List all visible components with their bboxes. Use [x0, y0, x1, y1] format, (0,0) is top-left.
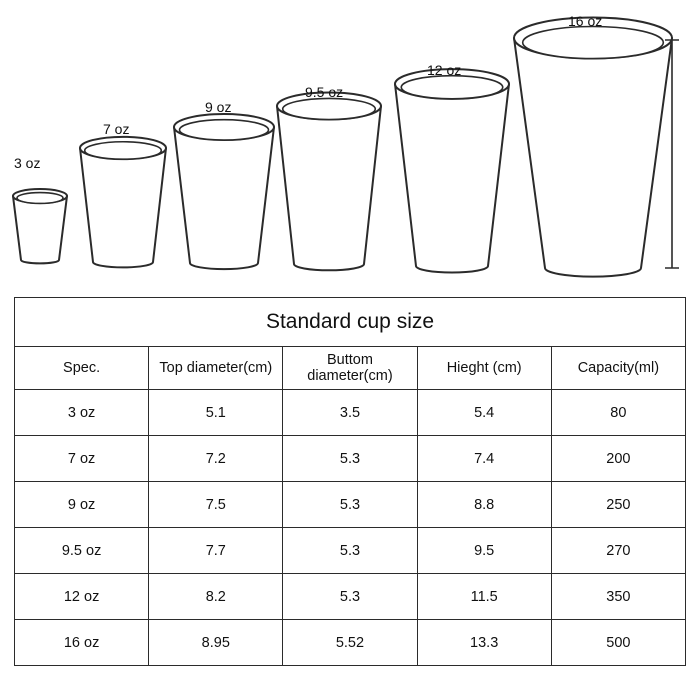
- cup-9oz: [174, 114, 274, 269]
- row-spec-label: 12 oz: [15, 574, 149, 620]
- cup-rim-inner: [85, 142, 162, 159]
- table-cell: 11.5: [417, 574, 551, 620]
- table-cell: 500: [551, 620, 685, 666]
- cup-size-diagram: [0, 0, 700, 290]
- row-spec-label: 7 oz: [15, 436, 149, 482]
- table-cell: 5.3: [283, 528, 417, 574]
- table-cell: 200: [551, 436, 685, 482]
- column-header: Buttom diameter(cm): [283, 347, 417, 390]
- column-header: Spec.: [15, 347, 149, 390]
- cup-rim-inner: [180, 120, 269, 140]
- cup-size-label: 16 oz: [568, 13, 603, 29]
- table-cell: 7.5: [149, 482, 283, 528]
- row-spec-label: 16 oz: [15, 620, 149, 666]
- row-spec-label: 9 oz: [15, 482, 149, 528]
- standard-cup-size-table: [14, 297, 686, 666]
- cup-illustrations: [0, 0, 700, 290]
- cup-9.5oz: [277, 92, 381, 270]
- table-cell: 7.4: [417, 436, 551, 482]
- table-row: [15, 436, 686, 482]
- table-cell: 5.3: [283, 436, 417, 482]
- cup-rim-inner: [523, 26, 664, 58]
- table-row: [15, 620, 686, 666]
- spec-table-container: [14, 297, 686, 666]
- cup-size-label: 7 oz: [103, 121, 130, 137]
- table-cell: 13.3: [417, 620, 551, 666]
- table-cell: 8.8: [417, 482, 551, 528]
- cup-rim-inner: [283, 98, 376, 119]
- table-cell: 350: [551, 574, 685, 620]
- table-row: [15, 528, 686, 574]
- cup-7oz: [80, 137, 166, 268]
- table-title-row: [15, 298, 686, 347]
- table-cell: 7.7: [149, 528, 283, 574]
- table-cell: 8.95: [149, 620, 283, 666]
- table-cell: 5.3: [283, 482, 417, 528]
- table-row: [15, 482, 686, 528]
- cup-size-label: 3 oz: [14, 155, 41, 171]
- table-header-row: [15, 347, 686, 390]
- table-cell: 5.4: [417, 390, 551, 436]
- table-cell: 7.2: [149, 436, 283, 482]
- table-cell: 250: [551, 482, 685, 528]
- table-cell: 5.1: [149, 390, 283, 436]
- table-title: Standard cup size: [15, 298, 686, 347]
- cup-rim-inner: [401, 76, 502, 99]
- table-cell: 5.3: [283, 574, 417, 620]
- table-cell: 5.52: [283, 620, 417, 666]
- table-cell: 8.2: [149, 574, 283, 620]
- cup-rim-inner: [17, 193, 63, 204]
- table-row: [15, 390, 686, 436]
- cup-12oz: [395, 69, 509, 272]
- row-spec-label: 3 oz: [15, 390, 149, 436]
- cup-size-label: 9.5 oz: [305, 84, 344, 100]
- cup-3oz: [13, 189, 67, 263]
- table-cell: 270: [551, 528, 685, 574]
- cup-16oz: [514, 17, 672, 276]
- cup-size-label: 12 oz: [427, 62, 462, 78]
- table-cell: 80: [551, 390, 685, 436]
- table-cell: 9.5: [417, 528, 551, 574]
- column-header: Capacity(ml): [551, 347, 685, 390]
- column-header: Hieght (cm): [417, 347, 551, 390]
- table-cell: 3.5: [283, 390, 417, 436]
- table-row: [15, 574, 686, 620]
- column-header: Top diameter(cm): [149, 347, 283, 390]
- cup-size-label: 9 oz: [205, 99, 232, 115]
- row-spec-label: 9.5 oz: [15, 528, 149, 574]
